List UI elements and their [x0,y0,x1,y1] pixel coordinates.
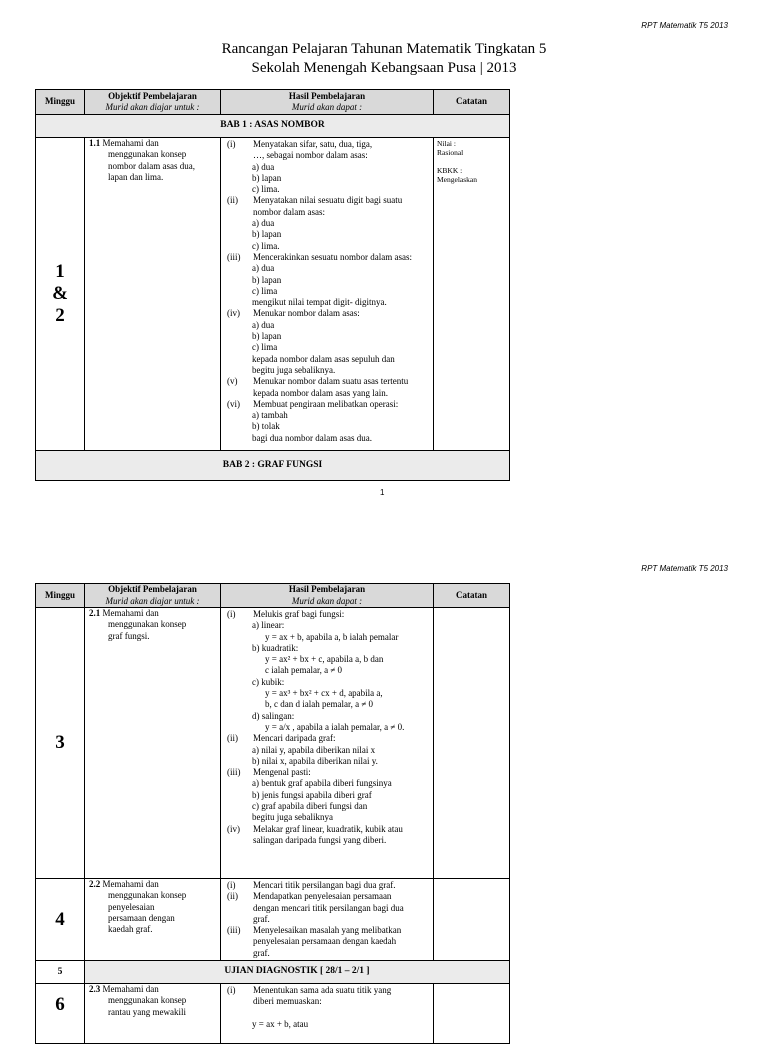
outcome-text: Mendapatkan penyelesaian persamaan [253,891,392,902]
outcome-subitem: c ialah pemalar, a ≠ 0 [265,665,343,676]
objective-line: 2.1 Memahami dan [89,608,159,618]
outcome-subitem: y = ax³ + bx² + cx + d, apabila a, [265,688,383,699]
objective-cell [85,879,221,961]
week-number: 1 [55,261,65,282]
outcome-subitem: y = ax + b, atau [252,1018,309,1029]
col-objektif: Objektif Pembelajaran Murid akan diajar untuk : [85,90,221,115]
outcome-item [224,252,431,263]
outcomes-cell [221,138,434,451]
outcome-number: (i) [227,985,236,995]
note-line: KBKK : [437,166,463,175]
col-catatan: Catatan [434,90,510,115]
objective-number: 2.2 [89,879,101,889]
col-hasil: Hasil Pembelajaran Murid akan dapat : [221,584,434,608]
week-number: & [52,283,68,304]
outcome-subitem: c) lima. [252,184,280,195]
outcome-text: Menyatakan sifar, satu, dua, tiga, [253,139,373,149]
page-title-line2: Sekolah Menengah Kebangsaan Pusa | 2013 [251,60,517,76]
outcome-number: (ii) [227,733,238,744]
week-cell: 6 [36,984,85,1044]
objective-number: 2.1 [89,608,101,618]
outcome-subitem: a) dua [252,161,275,172]
objective-number: 1.1 [89,138,101,148]
outcome-subitem [224,1008,431,1019]
objective-line: menggunakan konsep [108,149,187,160]
outcome-number: (iii) [227,251,241,262]
outcome-number: (ii) [227,891,238,902]
table-row [36,984,510,1044]
outcome-item [224,880,431,891]
outcome-subitem: begitu juga sebaliknya. [252,364,336,375]
week-cell [36,138,85,451]
table-row [36,879,510,961]
note-line: Mengelaskan [437,175,477,184]
notes-cell [434,138,510,451]
outcome-number: (i) [227,139,236,149]
outcome-subitem: mengikut nilai tempat digit- digitnya. [252,297,387,308]
outcome-subitem: bagi dua nombor dalam asas dua. [252,432,372,443]
objective-line: graf fungsi. [108,630,150,641]
table-row [36,138,510,451]
notes-cell [434,608,510,879]
outcome-subitem: a) dua [252,319,275,330]
outcome-text: penyelesaian persamaan dengan kaedah [253,936,397,947]
week-cell: 4 [36,879,85,961]
outcome-text: Menyelesaikan masalah yang melibatkan [253,925,402,936]
note-line: Rasional [437,148,464,157]
outcome-text: Mencerakinkan sesuatu nombor dalam asas: [253,251,412,262]
chapter-row [36,451,510,481]
outcome-item [224,891,431,925]
objective-line: menggunakan konsep [108,890,187,901]
outcome-item [224,985,431,1008]
outcome-item [224,767,431,778]
outcome-text: Membuat pengiraan melibatkan operasi: [253,398,399,409]
outcome-number: (iii) [227,767,241,778]
outcome-text: Menukar nombor dalam suatu asas tertentu [253,376,409,387]
outcome-subitem: b) tolak [252,421,280,432]
outcome-text: graf. [253,947,270,958]
outcome-subitem: a) dua [252,218,275,229]
outcome-subitem: begitu juga sebaliknya [252,812,333,823]
outcomes-cell [221,608,434,879]
outcome-text: kepada nombor dalam asas yang lain. [253,387,388,398]
outcome-number: (i) [227,880,236,890]
outcome-text: Menyatakan nilai sesuatu digit bagi suatu [253,195,403,206]
objective-line: nombor dalam asas dua, [108,160,195,171]
outcome-text: dengan mencari titik persilangan bagi dua [253,902,404,913]
notes-cell [434,984,510,1044]
week-cell: 3 [36,608,85,879]
outcome-subitem: kepada nombor dalam asas sepuluh dan [252,353,395,364]
objective-line: persamaan dengan [108,912,175,923]
outcomes-cell [221,984,434,1044]
outcome-text: Mencari titik persilangan bagi dua graf. [253,880,396,890]
outcome-subitem: b) lapan [252,172,282,183]
table-row [36,961,510,984]
outcome-item [224,733,431,744]
outcome-number: (iv) [227,308,240,319]
outcome-text: Melukis graf bagi fungsi: [253,609,345,619]
outcome-text: graf. [253,913,270,924]
page-number: 1 [380,488,385,497]
outcome-subitem: b) lapan [252,229,282,240]
lesson-plan-table-page2 [35,583,510,1044]
week-number: 2 [55,305,65,326]
col-objektif: Objektif Pembelajaran Murid akan diajar untuk : [85,584,221,608]
outcome-subitem: a) linear: [252,620,285,631]
outcome-number: (iv) [227,823,240,834]
col-minggu: Minggu [36,90,85,115]
objective-line: lapan dan lima. [108,171,164,182]
outcomes-cell [221,879,434,961]
objective-cell [85,138,221,451]
outcome-text: Menentukan sama ada suatu titik yang [253,985,392,995]
page-header: RPT Matematik T5 2013 [641,21,728,30]
col-hasil: Hasil Pembelajaran Murid akan dapat : [221,90,434,115]
outcome-subitem: b) jenis fungsi apabila diberi graf [252,789,372,800]
exam-title: UJIAN DIAGNOSTIK [ 28/1 – 2/1 ] [85,961,510,984]
objective-cell [85,608,221,879]
outcome-subitem: c) graf apabila diberi fungsi dan [252,801,368,812]
outcome-subitem: d) salingan: [252,710,295,721]
outcome-subitem: a) bentuk graf apabila diberi fungsinya [252,778,392,789]
outcome-subitem: a) nilai y, apabila diberikan nilai x [252,744,376,755]
outcome-number: (v) [227,376,238,387]
outcome-subitem: y = a/x , apabila a ialah pemalar, a ≠ 0. [265,721,405,732]
objective-cell [85,984,221,1044]
outcome-subitem: c) lima [252,342,278,353]
outcome-number: (ii) [227,195,238,206]
outcome-item [224,139,431,162]
outcome-subitem: c) lima. [252,240,280,251]
outcome-item [224,399,431,410]
objective-line: menggunakan konsep [108,619,187,630]
outcome-text: nombor dalam asas: [253,206,325,217]
outcome-text: …, sebagai nombor dalam asas: [253,150,368,161]
outcome-item [224,308,431,319]
outcome-subitem: a) tambah [252,410,288,421]
notes-cell [434,879,510,961]
outcome-subitem: b) lapan [252,274,282,285]
lesson-plan-table-page1 [35,89,510,481]
objective-line: penyelesaian [108,901,155,912]
outcome-text: Melakar graf linear, kuadratik, kubik atau [253,823,403,834]
outcome-subitem: b) nilai x, apabila diberikan nilai y. [252,755,378,766]
chapter-row [36,115,510,138]
table-header-row [36,584,510,608]
outcome-number: (iii) [227,925,241,936]
col-minggu: Minggu [36,584,85,608]
outcome-text: Menukar nombor dalam asas: [253,308,360,319]
outcome-text: diberi memuaskan: [253,996,322,1007]
col-catatan: Catatan [434,584,510,608]
week-cell: 5 [36,961,85,984]
outcome-subitem: c) lima [252,285,278,296]
note-line: Nilai : [437,139,456,148]
outcome-subitem: b) lapan [252,331,282,342]
objective-line: rantau yang mewakili [108,1006,186,1017]
objective-number: 2.3 [89,984,101,994]
page-title-line1: Rancangan Pelajaran Tahunan Matematik Tingkatan 5 [221,41,547,57]
page-header: RPT Matematik T5 2013 [641,564,728,573]
outcome-subitem: y = ax² + bx + c, apabila a, b dan [265,654,384,665]
outcome-item [224,376,431,399]
table-row [36,608,510,879]
outcome-item [224,925,431,959]
note-line [437,157,506,166]
outcome-text: salingan daripada fungsi yang diberi. [253,834,387,845]
outcome-subitem: b) kuadratik: [252,642,299,653]
outcome-subitem: b, c dan d ialah pemalar, a ≠ 0 [265,699,374,710]
outcome-subitem: a) dua [252,263,275,274]
table-header-row [36,90,510,115]
outcome-subitem: c) kubik: [252,676,285,687]
outcome-number: (vi) [227,398,240,409]
objective-line: 2.3 Memahami dan [89,984,159,994]
outcome-item [224,609,431,620]
objective-line: kaedah graf. [108,924,153,935]
objective-line: 2.2 Memahami dan [89,879,159,889]
objective-line: 1.1 Memahami dan [89,138,159,148]
objective-line: menggunakan konsep [108,995,187,1006]
outcome-subitem: y = ax + b, apabila a, b ialah pemalar [265,631,399,642]
outcome-item [224,195,431,218]
chapter-title: BAB 2 : GRAF FUNGSI [36,451,510,481]
outcome-text: Mencari daripada graf: [253,733,336,744]
outcome-item [224,824,431,847]
outcome-text: Mengenal pasti: [253,767,311,778]
chapter-title: BAB 1 : ASAS NOMBOR [36,115,510,138]
outcome-number: (i) [227,609,236,619]
